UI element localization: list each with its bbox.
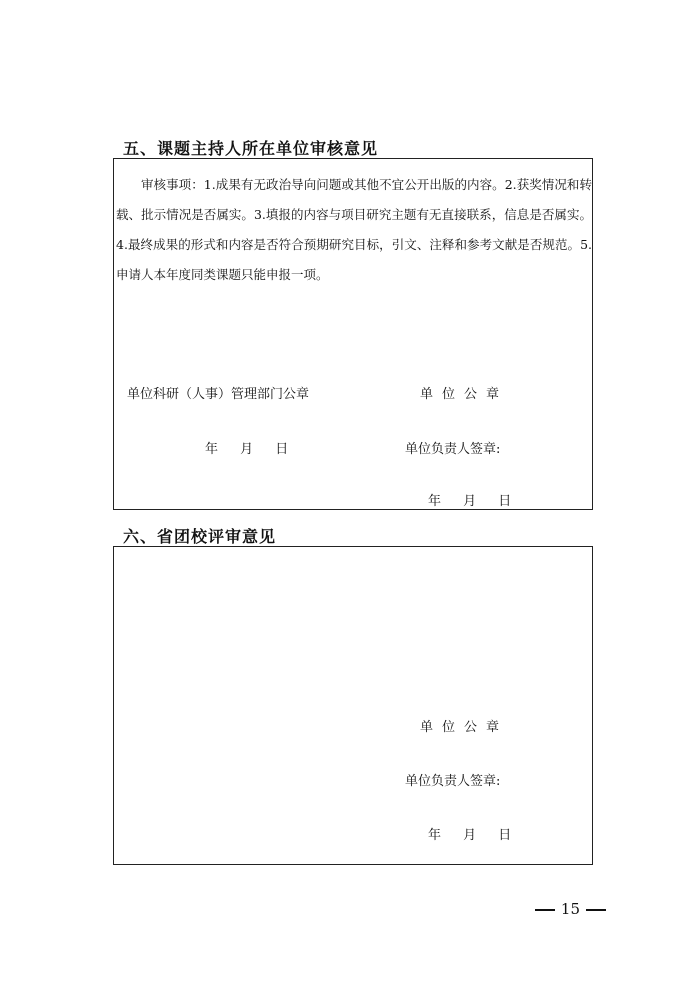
page-number [529, 900, 612, 918]
section6-date-label: 年 月 日 [428, 828, 521, 843]
dash-right [586, 909, 606, 911]
date-left-label: 年 月 日 [205, 442, 298, 457]
dash-left [535, 909, 555, 911]
date-right-label: 年 月 日 [428, 494, 521, 509]
section5-title: 五、课题主持人所在单位审核意见 [123, 139, 379, 158]
section6-box [113, 546, 593, 865]
unit-seal-label: 单位公章 [420, 387, 509, 402]
section6-unit-seal-label: 单位公章 [420, 720, 509, 735]
notice-text: 审核事项：1.成果有无政治导向问题或其他不宜公开出版的内容。2.获奖情况和转载、批示情况是否属实。3.填报的内容与项目研究主题有无直接联系，信息是否属实。4.最终成果的形式和内容是否符合预期研究目标，引文、注释和参考文献是否规范。5.申请人本年度同类课题只能申报一项。 [116, 177, 592, 282]
section5-notice [116, 170, 592, 290]
leader-sign-label: 单位负责人签章: [405, 442, 501, 457]
section6-title: 六、省团校评审意见 [123, 527, 277, 546]
page-number-value: 15 [560, 900, 580, 918]
dept-seal-label: 单位科研（人事）管理部门公章 [127, 387, 310, 402]
section6-leader-sign-label: 单位负责人签章: [405, 774, 501, 789]
